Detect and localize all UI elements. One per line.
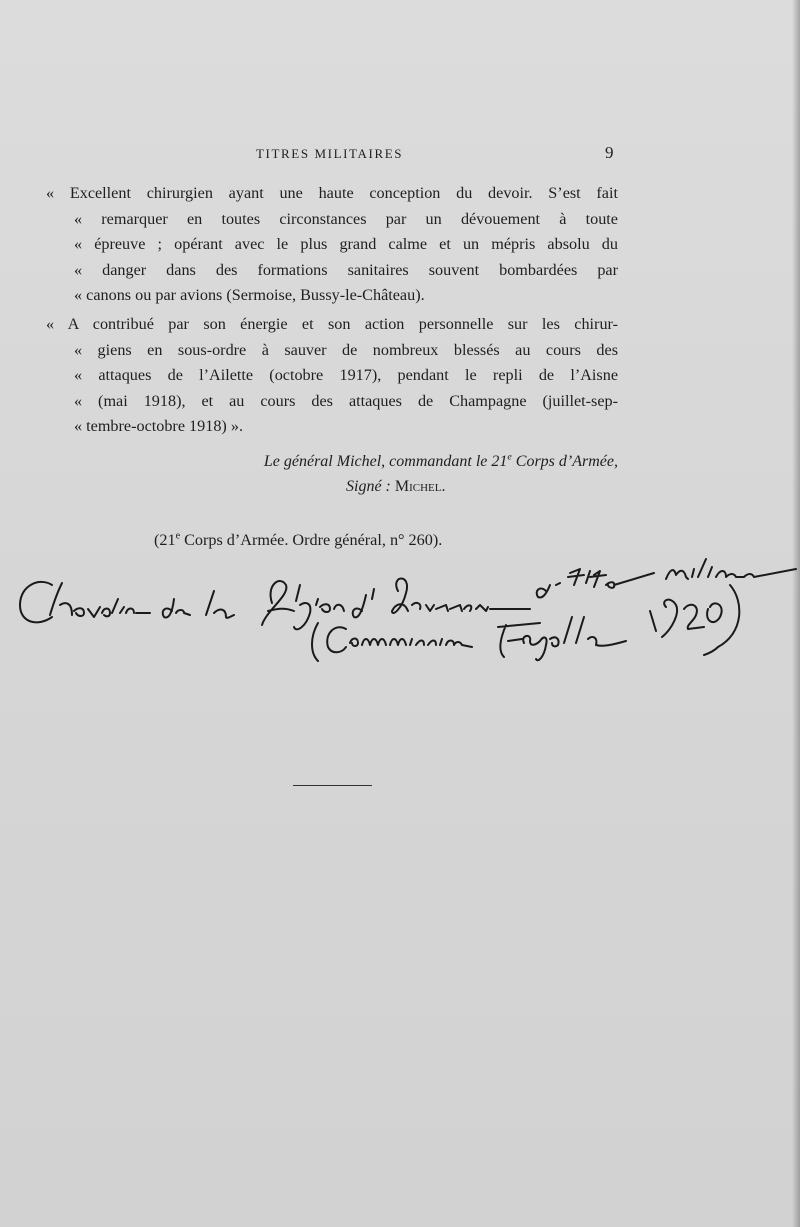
- handwritten-annotation: [0, 555, 800, 675]
- signature-text: Corps d’Armée,: [511, 453, 618, 470]
- signature-line-signed: [346, 478, 445, 496]
- citation-line: « attaques de l’Ailette (octobre 1917), pendant le repli de l’Aisne: [74, 366, 618, 384]
- handwriting-stroke: [498, 617, 626, 660]
- order-text: (21: [154, 531, 176, 549]
- handwriting-stroke: [262, 581, 344, 629]
- citation-line: « canons ou par avions (Sermoise, Bussy-le-Château).: [74, 286, 425, 304]
- handwriting-stroke: [353, 579, 530, 618]
- citation-paragraph-1: [46, 181, 618, 309]
- handwriting-stroke: [206, 591, 234, 618]
- citation-line: « A contribué par son énergie et son action personnelle sur les chirur-: [46, 315, 618, 333]
- order-reference: [154, 531, 442, 550]
- citation-line: « remarquer en toutes circonstances par un dévouement à toute: [74, 209, 618, 228]
- handwriting-stroke: [537, 559, 796, 598]
- page-number: 9: [605, 143, 614, 162]
- section-divider: [293, 785, 372, 786]
- citation-line: « danger dans des formations sanitaires souvent bombardées par: [74, 260, 618, 279]
- signature-text: Le général Michel, commandant le 21: [263, 453, 508, 470]
- citation-line: « Excellent chirurgien ayant une haute conception du devoir. S’est fait: [46, 184, 618, 202]
- signature-line-commander: [264, 453, 618, 471]
- citation-line: « giens en sous-ordre à sauver de nombreux blessés au cours des: [74, 340, 618, 359]
- citation-paragraph-2: [46, 312, 618, 440]
- running-header-title: TITRES MILITAIRES: [256, 146, 404, 161]
- handwriting-stroke: [650, 600, 722, 637]
- handwriting-stroke: [312, 623, 472, 661]
- handwriting-stroke: [20, 582, 150, 622]
- citation-line: « épreuve ; opérant avec le plus grand calme et un mépris absolu du: [74, 235, 618, 253]
- ordinal-superscript: e: [175, 530, 181, 542]
- order-text: Corps d’Armée. Ordre général, n° 260).: [180, 531, 443, 549]
- ordinal-superscript: e: [507, 451, 512, 463]
- handwriting-stroke: [163, 599, 190, 617]
- signatory-name: Michel.: [394, 478, 446, 495]
- citation-line: « tembre-octobre 1918) ».: [74, 417, 244, 435]
- signed-label: Signé :: [346, 478, 395, 495]
- citation-line: « (mai 1918), et au cours des attaques de Champagne (juillet-sep-: [74, 391, 618, 410]
